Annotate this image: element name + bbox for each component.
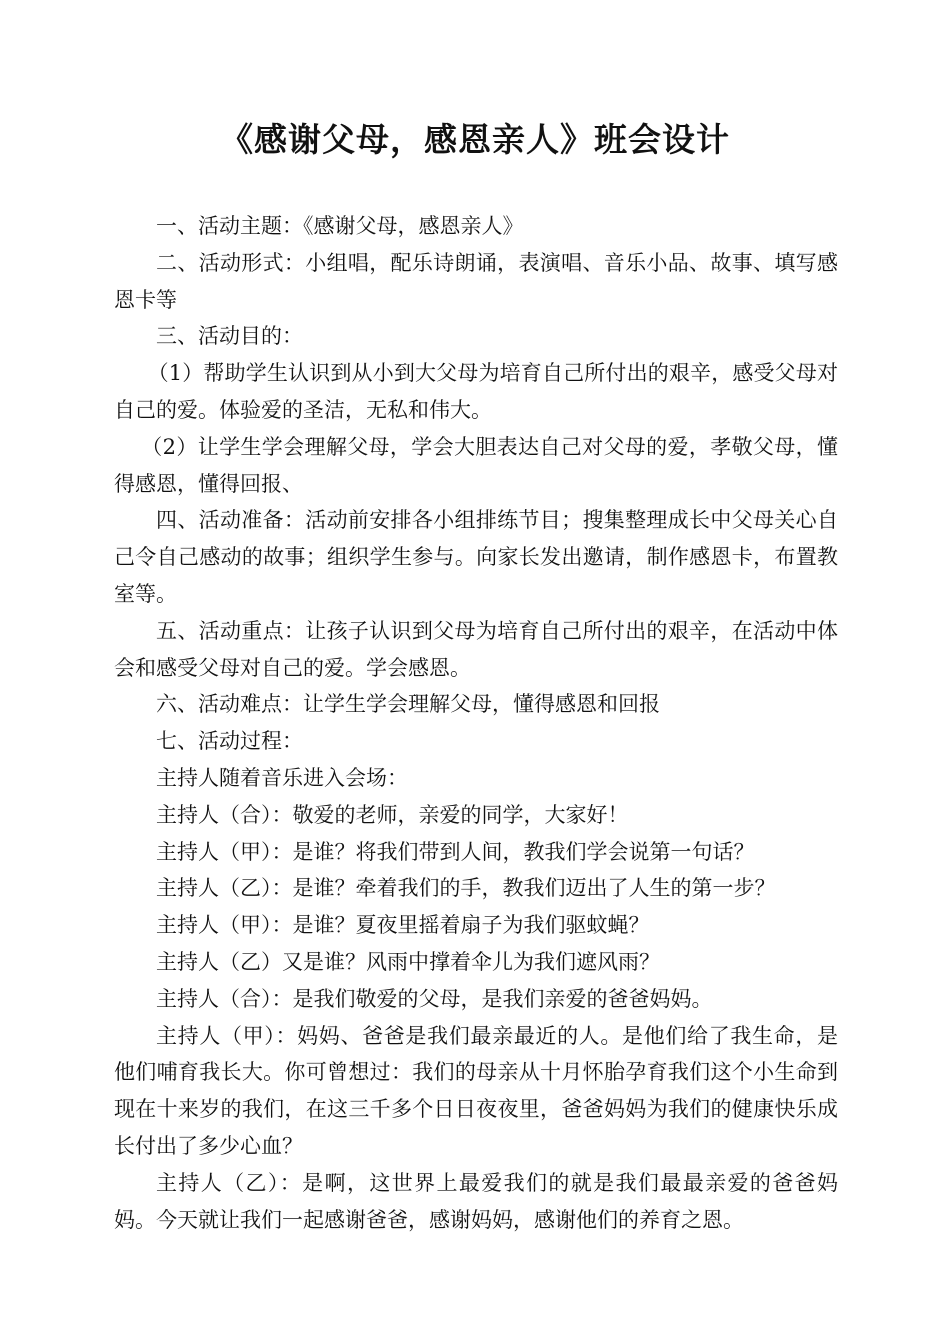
paragraph-activity-process-heading: 七、活动过程： [156, 729, 303, 754]
paragraph-host-together-answer: 主持人（合）：是我们敬爱的父母，是我们亲爱的爸爸妈妈。 [156, 986, 713, 1011]
paragraph-activity-preparation: 四、活动准备：活动前安排各小组排练节目；搜集整理成长中父母关心自己令自己感动的故事；组织学生参与。向家长发出邀请，制作感恩卡，布置教室等。 [114, 508, 838, 606]
paragraph-host-b-speech: 主持人（乙）：是啊，这世界上最爱我们的就是我们最最亲爱的爸爸妈妈。今天就让我们一起感谢爸爸，感谢妈妈，感谢他们的养育之恩。 [114, 1170, 838, 1232]
paragraph-host-a-speech: 主持人（甲）：妈妈、爸爸是我们最亲最近的人。是他们给了我生命，是他们哺育我长大。你可曾想过：我们的母亲从十月怀胎孕育我们这个小生命到现在十来岁的我们，在这三千多个日日夜夜里，爸爸妈妈为我们的健康快乐成长付出了多少心血？ [114, 1023, 838, 1158]
paragraph-goal-2: （2）让学生学会理解父母，学会大胆表达自己对父母的爱，孝敬父母，懂得感恩，懂得回报、 [114, 434, 838, 496]
paragraph-activity-key-points: 五、活动重点：让孩子认识到父母为培育自己所付出的艰辛，在活动中体会和感受父母对自己的爱。学会感恩。 [114, 618, 838, 680]
paragraph-activity-theme: 一、活动主题：《感谢父母，感恩亲人》 [156, 214, 524, 238]
paragraph-activity-goals-heading: 三、活动目的： [156, 324, 303, 349]
paragraph-host-a-line-2: 主持人（甲）：是谁？夏夜里摇着扇子为我们驱蚊蝇？ [156, 913, 650, 938]
paragraph-host-b-line-2: 主持人（乙）又是谁？风雨中撑着伞儿为我们遮风雨？ [156, 949, 660, 974]
paragraph-host-together-greeting: 主持人（合）：敬爱的老师，亲爱的同学，大家好！ [156, 802, 629, 827]
paragraph-host-enters: 主持人随着音乐进入会场： [156, 765, 408, 790]
document-body [114, 208, 838, 1238]
paragraph-activity-format: 二、活动形式：小组唱，配乐诗朗诵，表演唱、音乐小品、故事、填写感恩卡等 [114, 250, 838, 312]
paragraph-host-a-line-1: 主持人（甲）：是谁？将我们带到人间，教我们学会说第一句话？ [156, 839, 755, 864]
paragraph-goal-1: （1）帮助学生认识到从小到大父母为培育自己所付出的艰辛，感受父母对自己的爱。体验爱的圣洁，无私和伟大。 [114, 361, 838, 422]
document-title: 《感谢父母，感恩亲人》班会设计 [220, 120, 730, 159]
paragraph-activity-difficulties: 六、活动难点：让学生学会理解父母，懂得感恩和回报 [156, 692, 660, 717]
paragraph-host-b-line-1: 主持人（乙）：是谁？牵着我们的手，教我们迈出了人生的第一步？ [156, 876, 776, 901]
